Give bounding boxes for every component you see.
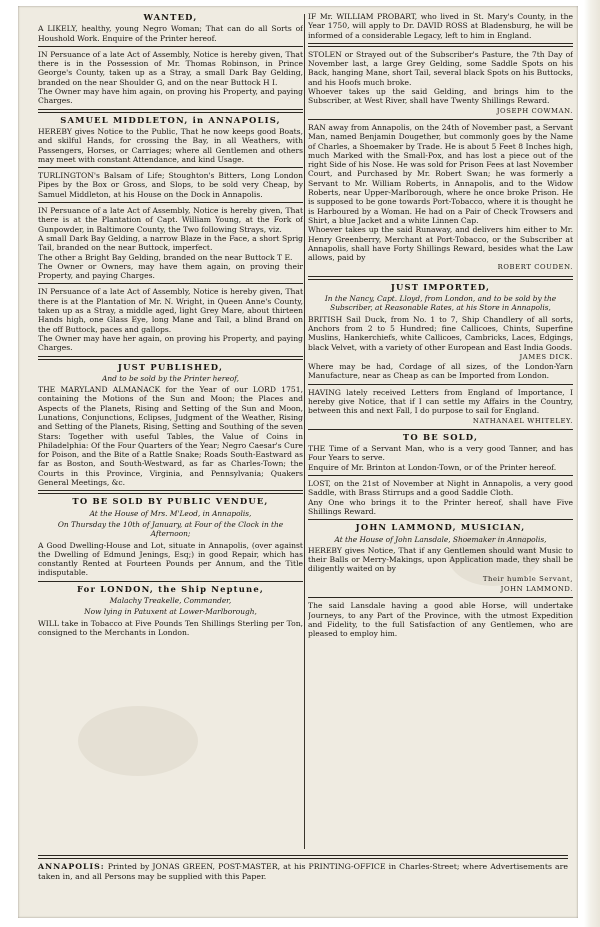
stray-notice-wright: [38, 287, 303, 352]
column-divider: [304, 14, 305, 849]
whiteley-notice: [308, 388, 573, 426]
notice-text: The Owner may have her again, on proving his Property, and paying Charges.: [38, 333, 303, 353]
divider: [38, 46, 303, 47]
divider: [308, 119, 573, 120]
left-column: [38, 12, 303, 848]
notice-heading: TO BE SOLD,: [402, 431, 479, 442]
divider: [308, 597, 573, 598]
divider: [38, 109, 303, 113]
tobesold-notice: [308, 433, 573, 472]
notice-text: IN Persuance of a late Act of Assembly, Notice is hereby given, That there is at the Plantation of Mr. N. Wright, in Queen Anne's County, taken up as a Stray, a middle aged, light Grey Mare, about thirteen Hands high, one Glass Eye, long Mane and Tail, a blind Brand on the off Buttock, paces and gallops.: [38, 287, 303, 334]
colophon-place: ANNAPOLIS:: [38, 862, 105, 871]
vendue-notice: [38, 497, 303, 577]
notice-text: A Good Dwelling-House and Lot, situate in Annapolis, (over against the Dwelling of Edmund Jenings, Esq;) in good Repair, which has constantly Rented at Fourteen Pounds per Annum, and the Title indisputable.: [38, 540, 303, 578]
notice-heading: JOHN LAMMOND, MUSICIAN,: [355, 522, 526, 533]
middleton-notice: [38, 116, 303, 164]
divider: [38, 167, 303, 168]
notice-text: THE Time of a Servant Man, who is a very good Tanner, and has Four Years to serve.: [308, 444, 573, 463]
bitters-notice: [38, 171, 303, 199]
divider: [308, 43, 573, 47]
notice-subheading: Now lying in Patuxent at Lower-Marlborough,: [84, 607, 257, 617]
divider: [38, 283, 303, 284]
divider: [38, 202, 303, 203]
notice-signature: NATHANAEL WHITELEY.: [472, 416, 573, 425]
divider: [308, 276, 573, 280]
notice-subheading: At the House of John Lansdale, Shoemaker in Annapolis,: [334, 534, 547, 544]
notice-text: IN Persuance of a late Act of Assembly, Notice is hereby given, That there is in the Possession of Mr. Thomas Robinson, in Prince George's County, taken up as a Stray, a small Dark Bay Gelding, branded on the near Shoulder G, and on the near Buttock H I.: [38, 49, 303, 87]
newspaper-page: [18, 6, 578, 918]
notice-signature: JAMES DICK.: [519, 352, 573, 361]
colophon: [38, 852, 568, 882]
notice-heading: JUST PUBLISHED,: [117, 361, 224, 372]
horse-notice: [308, 601, 573, 638]
notice-text: Enquire of Mr. Brinton at London-Town, or of the Printer hereof.: [308, 462, 557, 472]
notice-text: RAN away from Annapolis, on the 24th of November past, a Servant Man, named Benjamin Dougether, but commonly goes by the Name of Charles, a Shoemaker by Trade. He is about 5 Feet 8 Inches high, much Marked with the Small-Pox, and has lost a piece out of the right Side of his Nose. He was sold for Prison Fees at last November Court, and Purchased by Mr. Robert Swan; he was formerly a Servant to Mr. William Roberts, in Annapolis, and to the Widow Roberts, near Upper-Marlborough, where he once broke Prison. He is supposed to be gone towards Port-Tobacco, where it is thought he is Harboured by a Woman. He had on a Pair of Check Trowsers and Shirt, a blue Jacket and a white Linnen Cap.: [308, 122, 573, 225]
runaway-notice: [308, 123, 573, 273]
notice-heading: For LONDON, the Ship Neptune,: [77, 583, 264, 594]
probart-notice: [308, 12, 573, 40]
notice-signature: JOHN LAMMOND.: [500, 585, 573, 594]
scan-margin: [584, 0, 600, 927]
divider: [308, 475, 573, 476]
notice-text: A LIKELY, healthy, young Negro Woman; That can do all Sorts of Houshold Work. Enquire of the Printer hereof.: [38, 24, 303, 43]
notice-text: LOST, on the 21st of November at Night in Annapolis, a very good Saddle, with Brass Stirrups and a good Saddle Cloth.: [308, 479, 573, 498]
wanted-notice: [38, 13, 303, 43]
notice-text: The other a Bright Bay Gelding, branded on the near Buttock T E.: [38, 252, 293, 262]
divider: [38, 356, 303, 360]
notice-text: TURLINGTON's Balsam of Life; Stoughton's Bitters, Long London Pipes by the Box or Gross, and Slops, to be sold very Cheap, by Samuel Middleton, at his House on the Dock in Annapolis.: [38, 171, 303, 199]
notice-text: BRITISH Sail Duck, from No. 1 to 7, Ship Chandlery of all sorts, Anchors from 2 to 5 Hundred; fine Callicoes, Chints, Superfine Muslins, Hankerchiefs, white Callicoes, Cambricks, Laces, Edgings, black Velvet, with a variety of other European and East India Goods.: [308, 314, 573, 352]
stolen-notice: [308, 50, 573, 116]
notice-heading: SAMUEL MIDDLETON, in ANNAPOLIS,: [60, 114, 281, 125]
notice-text: IN Persuance of a late Act of Assembly, Notice is hereby given, That there is at the Plantation of Capt. William Young, at the Fork of Gunpowder, in Baltimore County, the Two following Strays, viz.: [38, 206, 303, 234]
notice-signature: Their humble Servant,: [482, 574, 573, 583]
notice-text: Whoever takes up the said Gelding, and brings him to the Subscriber, at West River, shall have Twenty Shillings Reward.: [308, 87, 573, 106]
colophon-text: Printed by JONAS GREEN, POST-MASTER, at his PRINTING-OFFICE in Charles-Street; where Advertisements are taken in, and all Persons may be supplied with this Paper.: [38, 862, 568, 881]
right-column: [308, 12, 573, 848]
divider: [308, 519, 573, 520]
ship-notice: [38, 585, 303, 637]
notice-heading: JUST IMPORTED,: [390, 281, 491, 292]
notice-text: Whoever takes up the said Runaway, and delivers him either to Mr. Henry Greenberry, Merchant at Port-Tobacco, or the Subscriber at Annapolis, shall have Forty Shillings Reward, besides what the Law allows, paid by: [308, 225, 573, 263]
divider: [38, 490, 303, 494]
notice-text: THE MARYLAND ALMANACK for the Year of our LORD 1751, containing the Motions of the Sun and Moon; the Places and Aspects of the Planets, Rising and Setting of the Sun and Moon, Lunations, Conjunctions, Eclipses, Judgment of the Weather, Rising and Setting of the Planets, Rising, Setting and Southing of the seven Stars: Together with useful Tables, the Value of Coins in Philadelphia: Of the Four Quarters of the Year; Negro Caesar's Cure for Poison, and the Bite of a Rattle Snake; Roads South-Eastward as far as Boston, and South-Westward, as far as Charles-Town; the Courts in this Province, Virginia, and Pennsylvania; Quakers General Meetings, &c.: [38, 385, 303, 488]
notice-text: STOLEN or Strayed out of the Subscriber's Pasture, the 7th Day of November last, a large Grey Gelding, some Saddle Spots on his Back, hanging Mane, short Tail, several black Spots on his Buttocks, and his Hoofs much broke.: [308, 49, 573, 87]
stray-notice-young: [38, 206, 303, 280]
notice-signature: ROBERT COUDEN.: [497, 263, 573, 272]
lammond-notice: [308, 523, 573, 594]
notice-text: The Owner may have him again, on proving his Property, and paying Charges.: [38, 87, 303, 106]
notice-heading: TO BE SOLD BY PUBLIC VENDUE,: [72, 496, 269, 507]
notice-subheading: In the Nancy, Capt. Lloyd, from London, and to be sold by the Subscriber, at Reasonable Rates, at his Store in Annapolis,: [324, 294, 557, 313]
notice-text: Any One who brings it to the Printer hereof, shall have Five Shillings Reward.: [308, 497, 573, 516]
stray-notice-hill: [38, 50, 303, 106]
notice-text: IF Mr. WILLIAM PROBART, who lived in St. Mary's County, in the Year 1750, will apply to Dr. DAVID ROSS at Bladensburg, he will be informed of a considerable Legacy, left to him in England.: [308, 12, 573, 40]
notice-subheading: And to be sold by the Printer hereof,: [102, 373, 239, 383]
divider: [38, 855, 568, 859]
notice-text: Where may be had, Cordage of all sizes, of the London-Yarn Manufacture, near as Cheap as can be Imported from London.: [308, 362, 573, 381]
imported-notice: [308, 283, 573, 381]
divider: [38, 581, 303, 582]
notice-subheading: On Thursday the 10th of January, at Four of the Clock in the Afternoon;: [57, 519, 284, 539]
notice-text: HEREBY gives Notice, That if any Gentlemen should want Music to their Balls or Merry-Makings, upon Application made, they shall be diligently waited on by: [308, 545, 573, 574]
almanack-notice: [38, 363, 303, 488]
notice-subheading: At the House of Mrs. M'Leod, in Annapolis,: [89, 508, 252, 518]
divider: [308, 384, 573, 385]
lost-notice: [308, 479, 573, 516]
notice-heading: WANTED,: [143, 12, 198, 22]
notice-text: HAVING lately received Letters from England of Importance, I hereby give Notice, that if I can settle my Affairs in the Country, between this and next Fall, I do purpose to sail for England.: [308, 387, 573, 416]
notice-subheading: Malachy Treakelle, Commander,: [109, 596, 232, 606]
notice-text: WILL take in Tobacco at Five Pounds Ten Shillings Sterling per Ton, consigned to the Merchants in London.: [38, 618, 303, 637]
notice-signature: JOSEPH COWMAN.: [496, 106, 573, 115]
notice-text: A small Dark Bay Gelding, a narrow Blaze in the Face, a short Sprig Tail, branded on the near Buttock, imperfect.: [38, 233, 303, 253]
divider: [308, 429, 573, 430]
notice-text: HEREBY gives Notice to the Public, That he now keeps good Boats, and skilful Hands, for crossing the Bay, in all Weathers, with Passengers, Horses, or Carriages; where all Gentlemen and others may meet with constant Attendance, and kind Usage.: [38, 126, 303, 164]
notice-text: The said Lansdale having a good able Horse, will undertake Journeys, to any Part of the Province, with the utmost Expedition and Fidelity, to the full Satisfaction of any Gentlemen, who are pleased to employ him.: [308, 601, 573, 639]
notice-text: The Owner or Owners, may have them again, on proving their Property, and paying Charges.: [38, 261, 303, 281]
